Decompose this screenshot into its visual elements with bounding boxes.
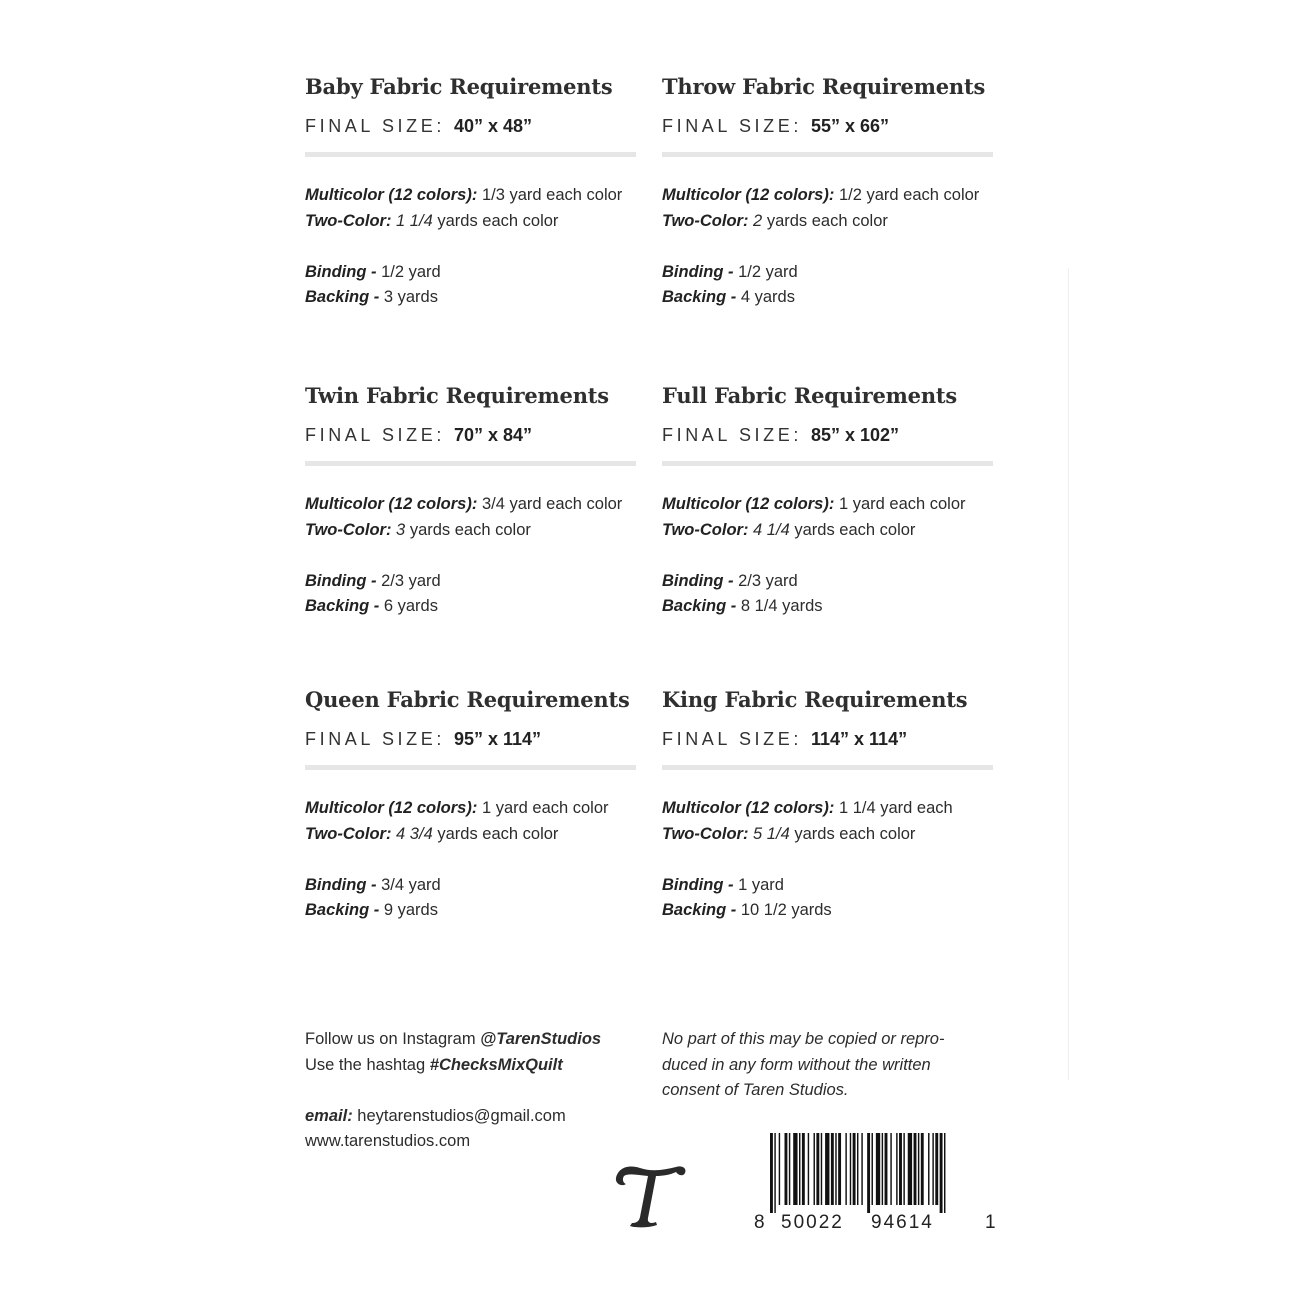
binding-line: [662, 873, 993, 899]
final-size-value: 70” x 84”: [453, 425, 533, 445]
backing-value: 9 yards: [383, 901, 438, 919]
binding-value: 1/2 yard: [738, 262, 798, 281]
binding-line: [662, 260, 993, 286]
section-title: Queen Fabric Requirements: [305, 687, 630, 712]
barcode-bar: [799, 1133, 800, 1205]
binding-value: 1/2 yard: [381, 262, 441, 281]
multicolor-line: [662, 796, 993, 822]
binding-backing: [305, 873, 636, 924]
section-queen: [305, 689, 636, 924]
multicolor-line: [662, 183, 993, 209]
taren-logo-icon: [612, 1162, 690, 1228]
section-twin: [305, 385, 636, 620]
final-size: [662, 117, 993, 135]
barcode-bar: [825, 1133, 829, 1205]
final-size: [305, 730, 636, 748]
twocolor-rest: yards each color: [794, 824, 916, 843]
instagram-line: [305, 1027, 601, 1053]
binding-backing: [305, 260, 636, 311]
binding-backing: [305, 569, 636, 620]
barcode-bar: [821, 1133, 822, 1205]
twocolor-rest: yards each color: [766, 211, 888, 230]
binding-label: Binding -: [305, 571, 377, 590]
barcode-digit-system: 8: [754, 1212, 765, 1233]
twocolor-line: [305, 518, 636, 544]
section-baby: [305, 76, 636, 311]
backing-label: Backing -: [662, 901, 737, 919]
barcode-bar: [872, 1133, 873, 1205]
binding-label: Binding -: [305, 875, 377, 894]
multicolor-value: 1 yard each color: [838, 495, 966, 513]
multicolor-label: Multicolor (12 colors):: [305, 186, 478, 204]
binding-backing: [662, 873, 993, 924]
backing-value: 8 1/4 yards: [740, 597, 823, 615]
barcode-bar: [896, 1133, 897, 1205]
twocolor-label: Two-Color:: [305, 520, 392, 539]
binding-line: [662, 569, 993, 595]
final-size: [305, 426, 636, 444]
divider: [662, 765, 993, 770]
final-size-label: FINAL SIZE:: [662, 116, 802, 136]
barcode-bar: [861, 1133, 862, 1205]
hashtag-text: Use the hashtag: [305, 1055, 426, 1074]
barcode-bar: [914, 1133, 917, 1205]
final-size-label: FINAL SIZE:: [662, 425, 802, 445]
barcode-bar: [831, 1133, 834, 1205]
barcode-bars: [770, 1133, 945, 1213]
barcode-bar: [853, 1133, 856, 1205]
twocolor-amount: 1 1/4: [396, 211, 433, 230]
color-requirements: [662, 183, 993, 234]
backing-line: [662, 898, 993, 924]
barcode-bar: [785, 1133, 788, 1205]
divider: [662, 152, 993, 157]
final-size-label: FINAL SIZE:: [305, 425, 445, 445]
multicolor-label: Multicolor (12 colors):: [662, 495, 835, 513]
binding-value: 2/3 yard: [738, 571, 798, 590]
barcode-bar: [935, 1133, 938, 1205]
twocolor-amount: 4 1/4: [753, 520, 790, 539]
twocolor-amount: 3: [396, 520, 406, 539]
binding-value: 1 yard: [738, 875, 784, 894]
multicolor-label: Multicolor (12 colors):: [662, 186, 835, 204]
barcode-bar: [789, 1133, 790, 1205]
binding-label: Binding -: [662, 875, 734, 894]
barcode-bar: [857, 1133, 858, 1205]
final-size: [305, 117, 636, 135]
twocolor-label: Two-Color:: [305, 824, 392, 843]
section-title: Twin Fabric Requirements: [305, 383, 609, 408]
backing-line: [305, 594, 636, 620]
barcode-bar: [779, 1133, 780, 1205]
barcode-bar: [770, 1133, 773, 1213]
page-edge-shadow: [1068, 268, 1069, 1080]
instagram-handle[interactable]: @TarenStudios: [480, 1030, 602, 1048]
final-size-value: 40” x 48”: [453, 116, 533, 136]
backing-label: Backing -: [662, 597, 737, 615]
final-size-value: 114” x 114”: [810, 729, 908, 749]
final-size-value: 55” x 66”: [810, 116, 890, 136]
binding-backing: [662, 569, 993, 620]
divider: [662, 461, 993, 466]
twocolor-rest: yards each color: [409, 520, 531, 539]
barcode-bar: [903, 1133, 904, 1205]
multicolor-line: [662, 492, 993, 518]
binding-line: [305, 260, 636, 286]
barcode-bar: [944, 1133, 945, 1213]
backing-line: [662, 594, 993, 620]
binding-label: Binding -: [305, 262, 377, 281]
final-size-value: 95” x 114”: [453, 729, 542, 749]
barcode-digit-check: 1: [985, 1212, 996, 1233]
binding-label: Binding -: [662, 571, 734, 590]
backing-line: [662, 285, 993, 311]
multicolor-label: Multicolor (12 colors):: [305, 495, 478, 513]
section-title: Full Fabric Requirements: [662, 383, 958, 408]
barcode-bar: [838, 1133, 841, 1205]
twocolor-rest: yards each color: [437, 211, 559, 230]
twocolor-label: Two-Color:: [662, 520, 749, 539]
backing-value: 10 1/2 yards: [740, 901, 832, 919]
section-throw: [662, 76, 993, 311]
barcode-bar: [845, 1133, 846, 1205]
final-size-label: FINAL SIZE:: [662, 729, 802, 749]
barcode-bar: [882, 1133, 883, 1205]
twocolor-label: Two-Color:: [662, 211, 749, 230]
multicolor-line: [305, 492, 636, 518]
binding-label: Binding -: [662, 262, 734, 281]
barcode-bar: [940, 1133, 943, 1213]
divider: [305, 461, 636, 466]
backing-label: Backing -: [305, 288, 380, 306]
divider: [305, 765, 636, 770]
contact-info: [305, 1027, 601, 1155]
barcode-bar: [867, 1133, 870, 1213]
spacer: [305, 1078, 601, 1104]
instagram-text: Follow us on Instagram: [305, 1030, 476, 1048]
barcode-bar: [928, 1133, 929, 1205]
barcode-bar: [876, 1133, 880, 1205]
barcode-bar: [890, 1133, 891, 1205]
multicolor-value: 1 yard each color: [481, 799, 609, 817]
backing-label: Backing -: [305, 901, 380, 919]
copyright-line: consent of Taren Studios.: [662, 1081, 849, 1099]
backing-value: 3 yards: [383, 288, 438, 306]
section-title: King Fabric Requirements: [662, 687, 968, 712]
twocolor-amount: 4 3/4: [396, 824, 433, 843]
backing-value: 4 yards: [740, 288, 795, 306]
copyright-line: No part of this may be copied or repro-: [662, 1030, 945, 1048]
barcode-bar: [808, 1133, 809, 1205]
hashtag: #ChecksMixQuilt: [429, 1055, 563, 1074]
twocolor-amount: 5 1/4: [753, 824, 790, 843]
barcode-bar: [918, 1133, 919, 1205]
barcode-bar: [908, 1133, 912, 1205]
twocolor-rest: yards each color: [437, 824, 559, 843]
multicolor-value: 1 1/4 yard each: [838, 799, 953, 817]
color-requirements: [662, 796, 993, 847]
binding-value: 2/3 yard: [381, 571, 441, 590]
copyright-line: duced in any form without the written: [662, 1055, 931, 1074]
twocolor-line: [662, 209, 993, 235]
final-size: [662, 730, 993, 748]
binding-line: [305, 873, 636, 899]
twocolor-label: Two-Color:: [305, 211, 392, 230]
multicolor-label: Multicolor (12 colors):: [305, 799, 478, 817]
email-link[interactable]: heytarenstudios@gmail.com: [357, 1106, 566, 1125]
section-full: [662, 385, 993, 620]
barcode-bar: [921, 1133, 924, 1205]
backing-line: [305, 898, 636, 924]
barcode-bar: [899, 1133, 902, 1205]
barcode-digits-left: 50022: [781, 1212, 844, 1233]
backing-value: 6 yards: [383, 597, 438, 615]
backing-line: [305, 285, 636, 311]
binding-line: [305, 569, 636, 595]
twocolor-line: [662, 518, 993, 544]
binding-backing: [662, 260, 993, 311]
multicolor-value: 1/3 yard each color: [481, 186, 623, 204]
multicolor-line: [305, 796, 636, 822]
multicolor-value: 1/2 yard each color: [838, 186, 980, 204]
color-requirements: [305, 492, 636, 543]
twocolor-line: [305, 822, 636, 848]
multicolor-line: [305, 183, 636, 209]
multicolor-label: Multicolor (12 colors):: [662, 799, 835, 817]
barcode-bar: [850, 1133, 851, 1205]
twocolor-label: Two-Color:: [662, 824, 749, 843]
color-requirements: [305, 183, 636, 234]
final-size-label: FINAL SIZE:: [305, 116, 445, 136]
twocolor-line: [662, 822, 993, 848]
hashtag-line: [305, 1053, 601, 1079]
color-requirements: [305, 796, 636, 847]
barcode-bar: [816, 1133, 819, 1205]
twocolor-amount: 2: [753, 211, 763, 230]
final-size-label: FINAL SIZE:: [305, 729, 445, 749]
website-link[interactable]: www.tarenstudios.com: [305, 1132, 471, 1150]
section-title: Throw Fabric Requirements: [662, 74, 986, 99]
final-size-value: 85” x 102”: [810, 425, 900, 445]
copyright-notice: [662, 1027, 944, 1104]
backing-label: Backing -: [305, 597, 380, 615]
barcode-bar: [835, 1133, 836, 1205]
barcode-bar: [885, 1133, 888, 1205]
barcode-bar: [802, 1133, 805, 1205]
barcode-bar: [774, 1133, 775, 1213]
final-size: [662, 426, 993, 444]
section-king: [662, 689, 993, 924]
section-title: Baby Fabric Requirements: [305, 74, 613, 99]
barcode-bar: [814, 1133, 815, 1205]
multicolor-value: 3/4 yard each color: [481, 495, 623, 513]
twocolor-rest: yards each color: [794, 520, 916, 539]
barcode: [752, 1133, 1002, 1233]
color-requirements: [662, 492, 993, 543]
twocolor-line: [305, 209, 636, 235]
email-line: [305, 1104, 601, 1130]
backing-label: Backing -: [662, 288, 737, 306]
barcode-bar: [793, 1133, 797, 1205]
divider: [305, 152, 636, 157]
email-label: email:: [305, 1106, 353, 1125]
barcode-digits-right: 94614: [871, 1212, 934, 1233]
barcode-bar: [932, 1133, 933, 1205]
binding-value: 3/4 yard: [381, 875, 441, 894]
